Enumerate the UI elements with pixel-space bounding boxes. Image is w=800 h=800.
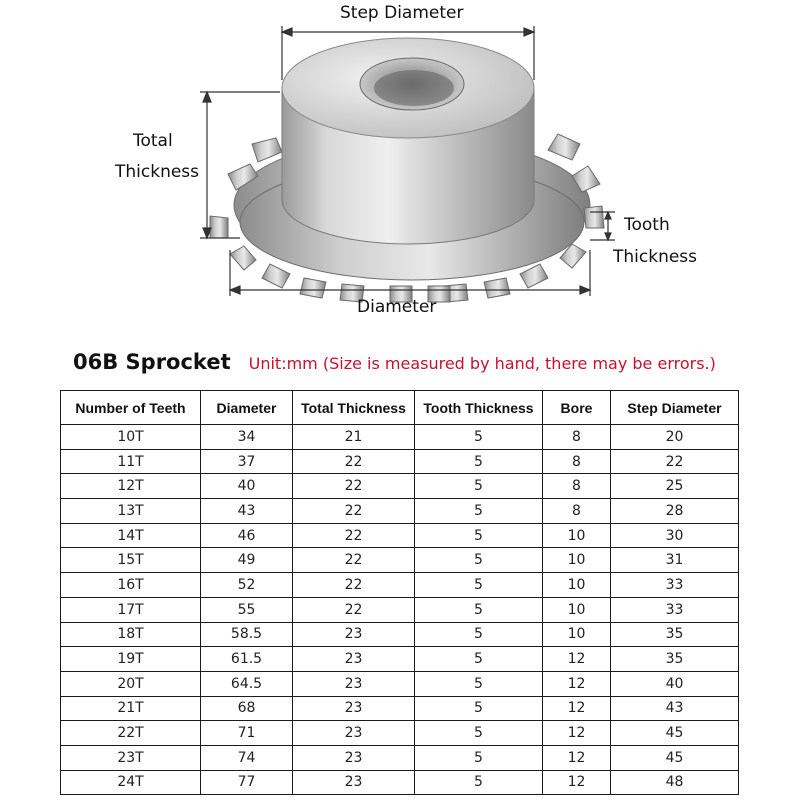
cell-total-thickness: 23 bbox=[293, 647, 415, 672]
cell-total-thickness: 21 bbox=[293, 425, 415, 450]
cell-bore: 12 bbox=[543, 696, 611, 721]
cell-diameter: 52 bbox=[201, 573, 293, 598]
sprocket-diagram bbox=[0, 0, 800, 340]
cell-tooth-thickness: 5 bbox=[415, 425, 543, 450]
cell-tooth-thickness: 5 bbox=[415, 721, 543, 746]
header-step-diameter: Step Diameter bbox=[611, 391, 739, 425]
cell-bore: 10 bbox=[543, 622, 611, 647]
cell-total-thickness: 23 bbox=[293, 745, 415, 770]
cell-bore: 10 bbox=[543, 597, 611, 622]
table-row bbox=[61, 425, 739, 450]
cell-bore: 12 bbox=[543, 671, 611, 696]
cell-bore: 12 bbox=[543, 745, 611, 770]
table-heading bbox=[73, 350, 716, 382]
cell-total-thickness: 22 bbox=[293, 548, 415, 573]
header-tooth-thickness: Tooth Thickness bbox=[415, 391, 543, 425]
cell-teeth: 24T bbox=[61, 770, 201, 795]
cell-step-diameter: 31 bbox=[611, 548, 739, 573]
table-row bbox=[61, 499, 739, 524]
cell-step-diameter: 25 bbox=[611, 474, 739, 499]
cell-tooth-thickness: 5 bbox=[415, 770, 543, 795]
cell-bore: 10 bbox=[543, 548, 611, 573]
table-header-row bbox=[61, 391, 739, 425]
cell-step-diameter: 35 bbox=[611, 622, 739, 647]
table-row bbox=[61, 770, 739, 795]
cell-teeth: 14T bbox=[61, 523, 201, 548]
sprocket-spec-table bbox=[60, 390, 739, 795]
cell-diameter: 40 bbox=[201, 474, 293, 499]
cell-bore: 12 bbox=[543, 721, 611, 746]
cell-diameter: 43 bbox=[201, 499, 293, 524]
cell-tooth-thickness: 5 bbox=[415, 597, 543, 622]
cell-tooth-thickness: 5 bbox=[415, 647, 543, 672]
table-row bbox=[61, 622, 739, 647]
cell-step-diameter: 43 bbox=[611, 696, 739, 721]
cell-step-diameter: 45 bbox=[611, 745, 739, 770]
total-thickness-label-line1: Total bbox=[133, 131, 173, 151]
cell-diameter: 46 bbox=[201, 523, 293, 548]
header-number-of-teeth: Number of Teeth bbox=[61, 391, 201, 425]
header-total-thickness: Total Thickness bbox=[293, 391, 415, 425]
cell-tooth-thickness: 5 bbox=[415, 474, 543, 499]
cell-step-diameter: 20 bbox=[611, 425, 739, 450]
cell-diameter: 68 bbox=[201, 696, 293, 721]
cell-teeth: 21T bbox=[61, 696, 201, 721]
cell-tooth-thickness: 5 bbox=[415, 573, 543, 598]
table-row bbox=[61, 721, 739, 746]
table-row bbox=[61, 523, 739, 548]
table-row bbox=[61, 449, 739, 474]
cell-teeth: 17T bbox=[61, 597, 201, 622]
table-row bbox=[61, 573, 739, 598]
unit-note: Unit:mm (Size is measured by hand, there may be errors.) bbox=[248, 354, 716, 373]
cell-teeth: 23T bbox=[61, 745, 201, 770]
table-row bbox=[61, 548, 739, 573]
table-title: 06B Sprocket bbox=[73, 350, 231, 374]
cell-total-thickness: 23 bbox=[293, 671, 415, 696]
cell-tooth-thickness: 5 bbox=[415, 745, 543, 770]
cell-tooth-thickness: 5 bbox=[415, 696, 543, 721]
cell-total-thickness: 22 bbox=[293, 499, 415, 524]
cell-step-diameter: 30 bbox=[611, 523, 739, 548]
cell-diameter: 71 bbox=[201, 721, 293, 746]
cell-step-diameter: 48 bbox=[611, 770, 739, 795]
table-row bbox=[61, 745, 739, 770]
cell-teeth: 15T bbox=[61, 548, 201, 573]
cell-step-diameter: 40 bbox=[611, 671, 739, 696]
cell-teeth: 10T bbox=[61, 425, 201, 450]
cell-diameter: 61.5 bbox=[201, 647, 293, 672]
cell-total-thickness: 22 bbox=[293, 474, 415, 499]
cell-diameter: 74 bbox=[201, 745, 293, 770]
cell-tooth-thickness: 5 bbox=[415, 523, 543, 548]
cell-step-diameter: 28 bbox=[611, 499, 739, 524]
table-row bbox=[61, 696, 739, 721]
cell-teeth: 22T bbox=[61, 721, 201, 746]
header-bore: Bore bbox=[543, 391, 611, 425]
cell-diameter: 58.5 bbox=[201, 622, 293, 647]
table-row bbox=[61, 647, 739, 672]
cell-teeth: 11T bbox=[61, 449, 201, 474]
cell-bore: 8 bbox=[543, 449, 611, 474]
cell-bore: 8 bbox=[543, 499, 611, 524]
cell-total-thickness: 23 bbox=[293, 721, 415, 746]
cell-total-thickness: 22 bbox=[293, 573, 415, 598]
cell-bore: 8 bbox=[543, 425, 611, 450]
cell-tooth-thickness: 5 bbox=[415, 499, 543, 524]
table-row bbox=[61, 474, 739, 499]
cell-teeth: 19T bbox=[61, 647, 201, 672]
cell-step-diameter: 33 bbox=[611, 597, 739, 622]
total-thickness-label-line2: Thickness bbox=[115, 162, 200, 182]
cell-total-thickness: 23 bbox=[293, 770, 415, 795]
cell-step-diameter: 33 bbox=[611, 573, 739, 598]
cell-step-diameter: 22 bbox=[611, 449, 739, 474]
header-diameter: Diameter bbox=[201, 391, 293, 425]
table-body bbox=[61, 425, 739, 795]
cell-diameter: 55 bbox=[201, 597, 293, 622]
cell-tooth-thickness: 5 bbox=[415, 622, 543, 647]
cell-bore: 12 bbox=[543, 647, 611, 672]
cell-diameter: 34 bbox=[201, 425, 293, 450]
cell-diameter: 64.5 bbox=[201, 671, 293, 696]
cell-bore: 10 bbox=[543, 523, 611, 548]
cell-tooth-thickness: 5 bbox=[415, 671, 543, 696]
cell-teeth: 18T bbox=[61, 622, 201, 647]
cell-bore: 8 bbox=[543, 474, 611, 499]
cell-teeth: 13T bbox=[61, 499, 201, 524]
cell-total-thickness: 22 bbox=[293, 523, 415, 548]
cell-step-diameter: 35 bbox=[611, 647, 739, 672]
diameter-label: Diameter bbox=[357, 297, 437, 317]
cell-bore: 10 bbox=[543, 573, 611, 598]
cell-diameter: 77 bbox=[201, 770, 293, 795]
cell-step-diameter: 45 bbox=[611, 721, 739, 746]
cell-total-thickness: 22 bbox=[293, 449, 415, 474]
cell-tooth-thickness: 5 bbox=[415, 449, 543, 474]
cell-tooth-thickness: 5 bbox=[415, 548, 543, 573]
cell-bore: 12 bbox=[543, 770, 611, 795]
tooth-thickness-label-line2: Thickness bbox=[613, 247, 698, 267]
cell-diameter: 49 bbox=[201, 548, 293, 573]
cell-total-thickness: 23 bbox=[293, 622, 415, 647]
tooth-thickness-label-line1: Tooth bbox=[624, 215, 670, 235]
cell-total-thickness: 22 bbox=[293, 597, 415, 622]
table-row bbox=[61, 597, 739, 622]
step-diameter-label: Step Diameter bbox=[340, 3, 464, 23]
cell-teeth: 16T bbox=[61, 573, 201, 598]
cell-total-thickness: 23 bbox=[293, 696, 415, 721]
hub bbox=[282, 38, 534, 244]
cell-teeth: 20T bbox=[61, 671, 201, 696]
cell-teeth: 12T bbox=[61, 474, 201, 499]
cell-diameter: 37 bbox=[201, 449, 293, 474]
table-row bbox=[61, 671, 739, 696]
